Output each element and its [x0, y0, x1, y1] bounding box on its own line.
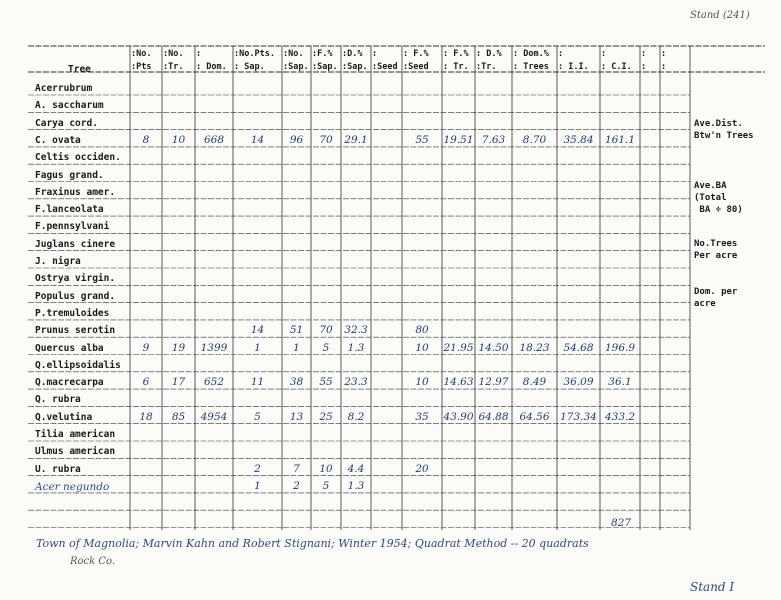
table-cell: 8.2 [347, 410, 365, 423]
header-cell-top: :No.Pts. [234, 49, 275, 59]
tree-name: Ulmus american [35, 446, 116, 458]
tree-name: A. saccharum [35, 100, 104, 112]
table-cell: 17 [171, 376, 186, 389]
tree-name: Q.macrecarpa [35, 377, 104, 389]
tree-name: F.lanceolata [35, 204, 104, 216]
header-cell-top: : [641, 49, 647, 59]
table-cell: 7.63 [481, 133, 506, 146]
tree-name: U. rubra [35, 463, 81, 475]
side-note: Dom. per acre [694, 287, 738, 309]
table-cell: 14.63 [443, 376, 474, 389]
table-cell: 7 [293, 462, 300, 475]
header-cell-top: : [601, 49, 607, 59]
table-cell: 1.3 [347, 479, 365, 492]
tree-name: Fraxinus amer. [35, 186, 116, 198]
table-cell: 25 [319, 410, 333, 423]
header-cell-top: : Dom.% [513, 49, 549, 59]
header-cell-bottom: :Tr. [476, 62, 497, 72]
header-cell-top: : [661, 49, 667, 59]
total-ci-value: 827 [610, 517, 632, 529]
table-cell: 96 [289, 133, 304, 146]
table-cell: 10 [415, 341, 429, 354]
tree-name: Q. rubra [35, 394, 81, 406]
tree-name: Q.ellipsoidalis [35, 359, 121, 371]
table-cell: 196.9 [604, 341, 636, 354]
table-cell: 80 [415, 324, 429, 337]
table-cell: 11 [250, 376, 265, 389]
table-cell: 6 [142, 376, 150, 389]
table-cell: 1399 [200, 341, 228, 354]
table-cell: 173.34 [560, 410, 597, 423]
header-cell-top: : F.% [403, 49, 429, 59]
table-cell: 18.23 [519, 341, 550, 354]
tree-name: C. ovata [35, 134, 81, 146]
table-cell: 70 [319, 133, 333, 146]
table-cell: 35.84 [563, 133, 594, 146]
table-cell: 10 [415, 376, 429, 389]
table-cell: 668 [203, 133, 225, 146]
table-cell: 10 [171, 133, 186, 146]
table-cell: 64.88 [478, 410, 509, 423]
header-cell-top: : [196, 49, 202, 59]
header-cell-top: : F.% [443, 49, 469, 59]
tree-name: Acer negundo [35, 480, 110, 493]
table-cell: 19.51 [443, 133, 474, 146]
header-cell-top: :D.% [342, 49, 363, 59]
corner-note: Stand (241) [690, 10, 750, 21]
table-cell: 1 [254, 479, 261, 492]
table-cell: 55 [319, 376, 333, 389]
tree-name: Juglans cinere [35, 238, 116, 250]
tree-name: Prunus serotin [35, 325, 116, 337]
table-cell: 13 [289, 410, 304, 423]
header-cell-bottom: :Seed [372, 62, 398, 72]
table-cell: 1 [293, 341, 300, 354]
table-cell: 38 [289, 376, 304, 389]
table-cell: 1.3 [347, 341, 365, 354]
table-cell: 14 [250, 324, 265, 337]
tree-name: Quercus alba [35, 342, 104, 354]
header-cell-bottom: :Sap. [312, 62, 338, 72]
header-cell-top: :No. [131, 49, 152, 59]
table-cell: 4954 [200, 410, 228, 423]
header-cell-bottom: : C.I. [601, 62, 632, 72]
table-cell: 652 [203, 376, 225, 389]
header-cell-bottom: :Sap. [283, 62, 309, 72]
table-cell: 161.1 [604, 133, 636, 146]
header-cell-bottom: : [641, 62, 647, 72]
header-cell-bottom: : I.I. [558, 62, 589, 72]
table-cell: 2 [254, 462, 261, 475]
tree-column-header: Tree [68, 64, 91, 75]
table-cell: 36.1 [608, 376, 632, 389]
header-cell-bottom: : Sap. [234, 62, 265, 72]
table-cell: 8 [142, 133, 150, 146]
table-cell: 1 [254, 341, 261, 354]
header-cell-top: : [372, 49, 378, 59]
table-cell: 36.09 [563, 376, 594, 389]
table-cell: 19 [171, 341, 186, 354]
table-cell: 2 [293, 479, 300, 492]
table-cell: 14 [250, 133, 265, 146]
stand-label: Stand I [690, 580, 735, 594]
table-cell: 8.70 [522, 133, 547, 146]
table-cell: 5 [322, 341, 330, 354]
header-cell-top: :No. [163, 49, 184, 59]
table-cell: 8.49 [522, 376, 547, 389]
header-cell-top: : D.% [476, 49, 502, 59]
table-cell: 5 [322, 479, 330, 492]
header-cell-top: :F.% [312, 49, 333, 59]
side-note: Ave.BA (Total BA ÷ 80) [694, 181, 743, 215]
table-cell: 54.68 [563, 341, 594, 354]
footer-county: Rock Co. [70, 556, 116, 567]
tree-name: Celtis occiden. [35, 152, 121, 164]
table-cell: 18 [139, 410, 153, 423]
tree-name: J. nigra [35, 256, 81, 267]
table-cell: 4.4 [347, 462, 365, 475]
tree-name: Ostrya virgin. [35, 273, 116, 285]
header-cell-bottom: :Tr. [163, 62, 184, 72]
header-cell-top: : [558, 49, 564, 59]
table-cell: 14.50 [478, 341, 509, 354]
table-cell: 70 [319, 324, 333, 337]
table-cell: 9 [142, 341, 150, 354]
header-cell-bottom: :Seed [403, 62, 429, 72]
tree-name: Fagus grand. [35, 169, 104, 181]
side-note: No.Trees Per acre [694, 239, 738, 261]
table-cell: 55 [415, 133, 429, 146]
header-cell-top: :No. [283, 49, 304, 59]
footer-caption: Town of Magnolia; Marvin Kahn and Robert Stignani; Winter 1954; Quadrat Method -- 20 quadrats [36, 537, 589, 550]
table-cell: 43.90 [443, 410, 474, 423]
tree-name: F.pennsylvani [35, 221, 110, 233]
table-cell: 64.56 [519, 410, 550, 423]
side-note: Ave.Dist. Btw'n Trees [694, 119, 754, 141]
table-cell: 12.97 [478, 376, 509, 389]
tree-name: Acerrubrum [35, 83, 93, 94]
tree-name: P.tremuloides [35, 307, 110, 319]
header-cell-bottom: : Tr. [443, 62, 469, 72]
table-cell: 5 [254, 410, 261, 423]
table-cell: 85 [171, 410, 186, 423]
table-cell: 51 [289, 324, 304, 337]
table-cell: 21.95 [443, 341, 474, 354]
header-cell-bottom: : Dom. [196, 62, 227, 72]
header-cell-bottom: :Pts [131, 62, 152, 72]
table-cell: 20 [415, 462, 429, 475]
header-cell-bottom: :Sap. [342, 62, 368, 72]
table-cell: 10 [319, 462, 333, 475]
table-cell: 23.3 [344, 376, 368, 389]
header-cell-bottom: : [661, 62, 667, 72]
table-cell: 433.2 [604, 410, 636, 423]
table-cell: 32.3 [344, 324, 368, 337]
tree-name: Populus grand. [35, 290, 116, 302]
header-cell-bottom: : Trees [513, 62, 549, 72]
tree-name: Q.velutina [35, 411, 93, 423]
tree-name: Carya cord. [35, 117, 98, 129]
tree-name: Tilia american [35, 429, 116, 440]
table-cell: 29.1 [344, 133, 368, 146]
table-cell: 35 [415, 410, 429, 423]
